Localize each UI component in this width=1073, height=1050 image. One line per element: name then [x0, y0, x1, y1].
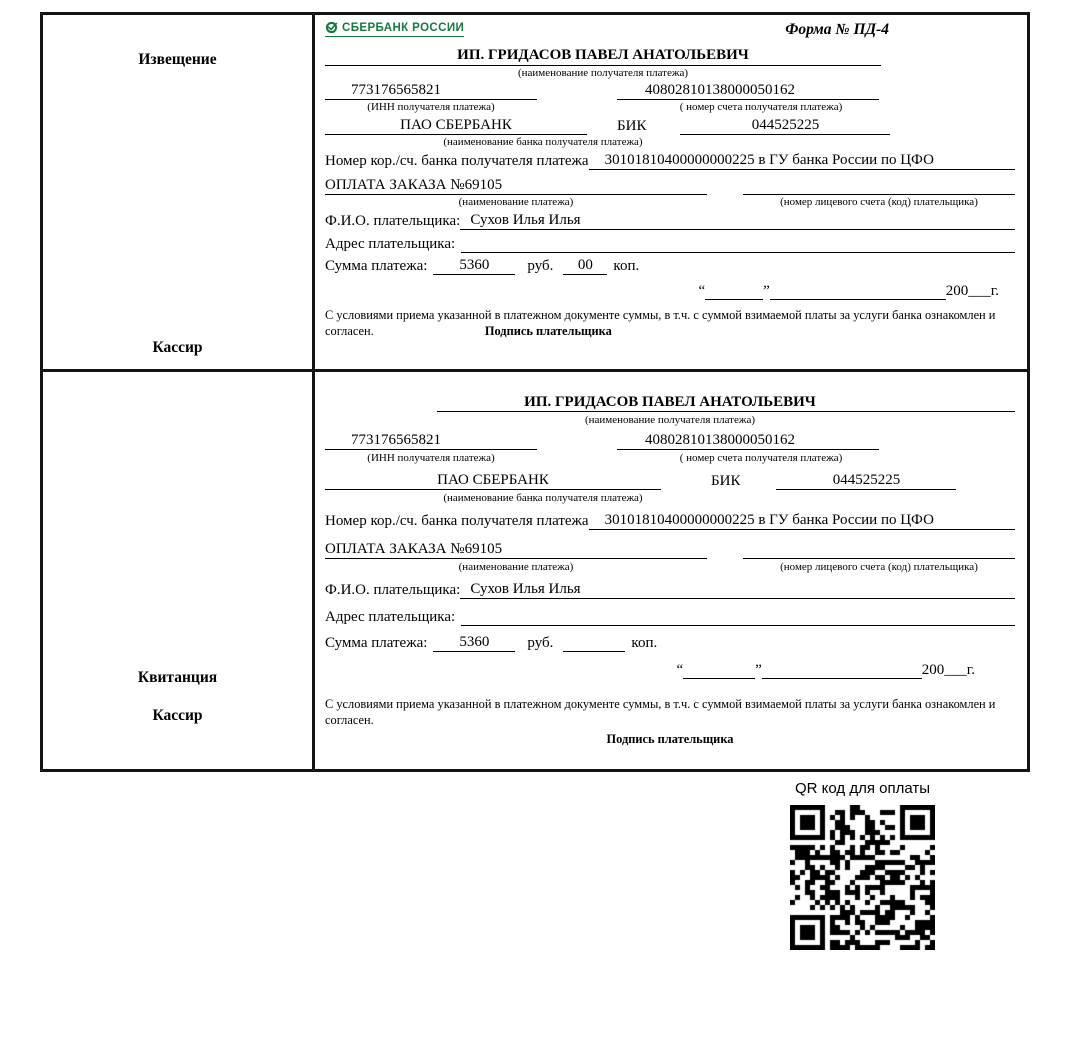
purpose-captions — [325, 196, 1015, 208]
bik-field — [680, 117, 890, 135]
payment-purpose-row — [325, 540, 1015, 559]
date-close-quote: ” — [755, 662, 762, 678]
date-day-blank — [683, 678, 755, 679]
notice-section — [40, 12, 1030, 372]
amount-row — [325, 634, 1015, 652]
corr-account-value: 30101810400000000225 в ГУ банка России по ЦФО — [604, 152, 934, 168]
inn-account-captions — [325, 452, 1015, 464]
notice-form-body — [315, 15, 1027, 369]
agreement-block — [325, 308, 1015, 340]
corr-account-field — [589, 512, 1015, 530]
date-open-quote: “ — [676, 662, 684, 678]
inn-value: 773176565821 — [351, 82, 441, 98]
payment-purpose-value: ОПЛАТА ЗАКАЗА №69105 — [325, 541, 503, 557]
bank-caption: (наименование банка получателя платежа) — [443, 136, 643, 148]
cashier-label: Кассир — [152, 339, 203, 356]
bik-value: 044525225 — [832, 472, 901, 488]
account-value: 40802810138000050162 — [645, 82, 795, 98]
year-label: 200___г. — [921, 662, 975, 678]
date-month-blank — [770, 299, 946, 300]
corr-account-label: Номер кор./сч. банка получателя платежа — [325, 513, 589, 529]
amount-kop-field — [563, 257, 607, 275]
recipient-name: ИП. ГРИДАСОВ ПАВЕЛ АНАТОЛЬЕВИЧ — [457, 47, 749, 63]
agreement-text: С условиями приема указанной в платежном документе суммы, в т.ч. с суммой взимаемой платы за услуги банка ознакомлен и согласен. — [325, 697, 996, 727]
signature-label: Подпись плательщика — [606, 731, 734, 746]
cashier-label: Кассир — [152, 707, 203, 724]
payer-address-blank-field — [461, 607, 1015, 626]
receipt-form-body — [315, 372, 1027, 769]
amount-row — [325, 257, 1015, 275]
payment-purpose-field — [325, 541, 707, 559]
payment-caption: (наименование платежа) — [458, 196, 574, 208]
amount-rub-value: 5360 — [459, 634, 490, 650]
amount-rub-field — [433, 257, 515, 275]
form-title: Форма № ПД-4 — [785, 21, 889, 38]
corr-account-row — [325, 512, 1015, 530]
account-value: 40802810138000050162 — [645, 432, 795, 448]
inn-account-captions — [325, 101, 1015, 113]
inn-caption: (ИНН получателя платежа) — [367, 452, 495, 464]
kop-label: коп. — [631, 635, 658, 651]
date-close-quote: ” — [763, 283, 770, 299]
corr-account-value: 30101810400000000225 в ГУ банка России по ЦФО — [604, 512, 934, 528]
inn-value: 773176565821 — [351, 432, 441, 448]
receipt-label: Квитанция — [137, 669, 218, 686]
amount-label: Сумма платежа: — [325, 635, 428, 651]
amount-kop-value: 00 — [577, 257, 593, 273]
payer-name-field — [460, 581, 1015, 599]
sberbank-logo — [325, 21, 464, 37]
amount-rub-value: 5360 — [459, 257, 490, 273]
bik-field — [776, 472, 956, 490]
kop-label: коп. — [613, 258, 640, 274]
payer-address-label: Адрес плательщика: — [325, 609, 456, 625]
agreement-block — [325, 697, 1015, 729]
payer-address-blank-field — [461, 234, 1015, 253]
form-header-row — [325, 21, 1015, 47]
payer-name-field — [460, 212, 1015, 230]
corr-account-label: Номер кор./сч. банка получателя платежа — [325, 153, 589, 169]
qr-code — [790, 805, 935, 950]
payer-name-row — [325, 212, 1015, 230]
inn-field — [325, 432, 537, 450]
payer-name-value: Сухов Илья Илья — [470, 581, 581, 597]
corr-account-field — [589, 152, 1015, 170]
bik-label: БИК — [711, 473, 741, 489]
notice-label: Извещение — [138, 51, 217, 68]
recipient-name-field — [325, 394, 1015, 412]
date-line — [325, 662, 975, 679]
payer-address-label: Адрес плательщика: — [325, 236, 456, 252]
recipient-name-underline — [437, 411, 1015, 412]
bik-value: 044525225 — [751, 117, 820, 133]
payer-address-row — [325, 607, 1015, 626]
bank-caption: (наименование банка получателя платежа) — [443, 492, 643, 504]
qr-section — [780, 780, 945, 950]
bank-name-field — [325, 472, 661, 490]
recipient-name: ИП. ГРИДАСОВ ПАВЕЛ АНАТОЛЬЕВИЧ — [524, 394, 816, 410]
payment-purpose-value: ОПЛАТА ЗАКАЗА №69105 — [325, 177, 503, 193]
date-day-blank — [705, 299, 763, 300]
payment-caption: (наименование платежа) — [458, 561, 574, 573]
bank-name-field — [325, 117, 587, 135]
inn-account-row — [325, 82, 1015, 100]
payment-form-pd4 — [40, 12, 1030, 772]
qr-label: QR код для оплаты — [794, 780, 930, 797]
payer-address-row — [325, 234, 1015, 253]
amount-label: Сумма платежа: — [325, 258, 428, 274]
recipient-name-field — [325, 47, 881, 66]
date-line — [325, 283, 999, 300]
payer-name-label: Ф.И.О. плательщика: — [325, 213, 461, 229]
payment-purpose-field — [325, 177, 707, 195]
payer-code-blank-field — [743, 176, 1015, 195]
inn-caption: (ИНН получателя платежа) — [367, 101, 495, 113]
account-caption: ( номер счета получателя платежа) — [679, 101, 843, 113]
receipt-side-column — [43, 372, 315, 769]
receipt-section — [40, 372, 1030, 772]
recipient-caption: (наименование получателя платежа) — [517, 67, 689, 79]
payer-name-row — [325, 581, 1015, 599]
payer-code-caption: (номер лицевого счета (код) плательщика) — [780, 196, 978, 208]
sberbank-logo-icon — [325, 21, 338, 34]
payer-code-blank-field — [743, 540, 1015, 559]
bank-bik-row — [325, 117, 1015, 135]
rub-label: руб. — [527, 258, 554, 274]
rub-label: руб. — [527, 635, 554, 651]
bank-name-value: ПАО СБЕРБАНК — [437, 472, 549, 488]
account-field — [617, 82, 879, 100]
purpose-captions — [325, 561, 1015, 573]
date-month-blank — [762, 678, 922, 679]
inn-field — [325, 82, 537, 100]
corr-account-row — [325, 152, 1015, 170]
bank-name-value: ПАО СБЕРБАНК — [400, 117, 512, 133]
payer-name-label: Ф.И.О. плательщика: — [325, 582, 461, 598]
bik-label: БИК — [617, 118, 647, 134]
sberbank-logo-rule — [325, 36, 464, 37]
bank-bik-row — [325, 472, 1015, 490]
amount-kop-field — [563, 651, 625, 652]
account-field — [617, 432, 879, 450]
agreement-text: С условиями приема указанной в платежном документе суммы, в т.ч. с суммой взимаемой платы за услуги банка ознакомлен и согласен. — [325, 308, 996, 338]
amount-rub-field — [433, 634, 515, 652]
year-label: 200___г. — [945, 283, 999, 299]
notice-side-column — [43, 15, 315, 369]
payer-name-value: Сухов Илья Илья — [470, 212, 581, 228]
signature-label: Подпись плательщика — [484, 323, 612, 338]
payment-purpose-row — [325, 176, 1015, 195]
payer-code-caption: (номер лицевого счета (код) плательщика) — [780, 561, 978, 573]
inn-account-row — [325, 432, 1015, 450]
sberbank-logo-text: СБЕРБАНК РОССИИ — [342, 21, 465, 34]
account-caption: ( номер счета получателя платежа) — [679, 452, 843, 464]
recipient-caption: (наименование получателя платежа) — [584, 414, 756, 426]
date-open-quote: “ — [698, 283, 706, 299]
